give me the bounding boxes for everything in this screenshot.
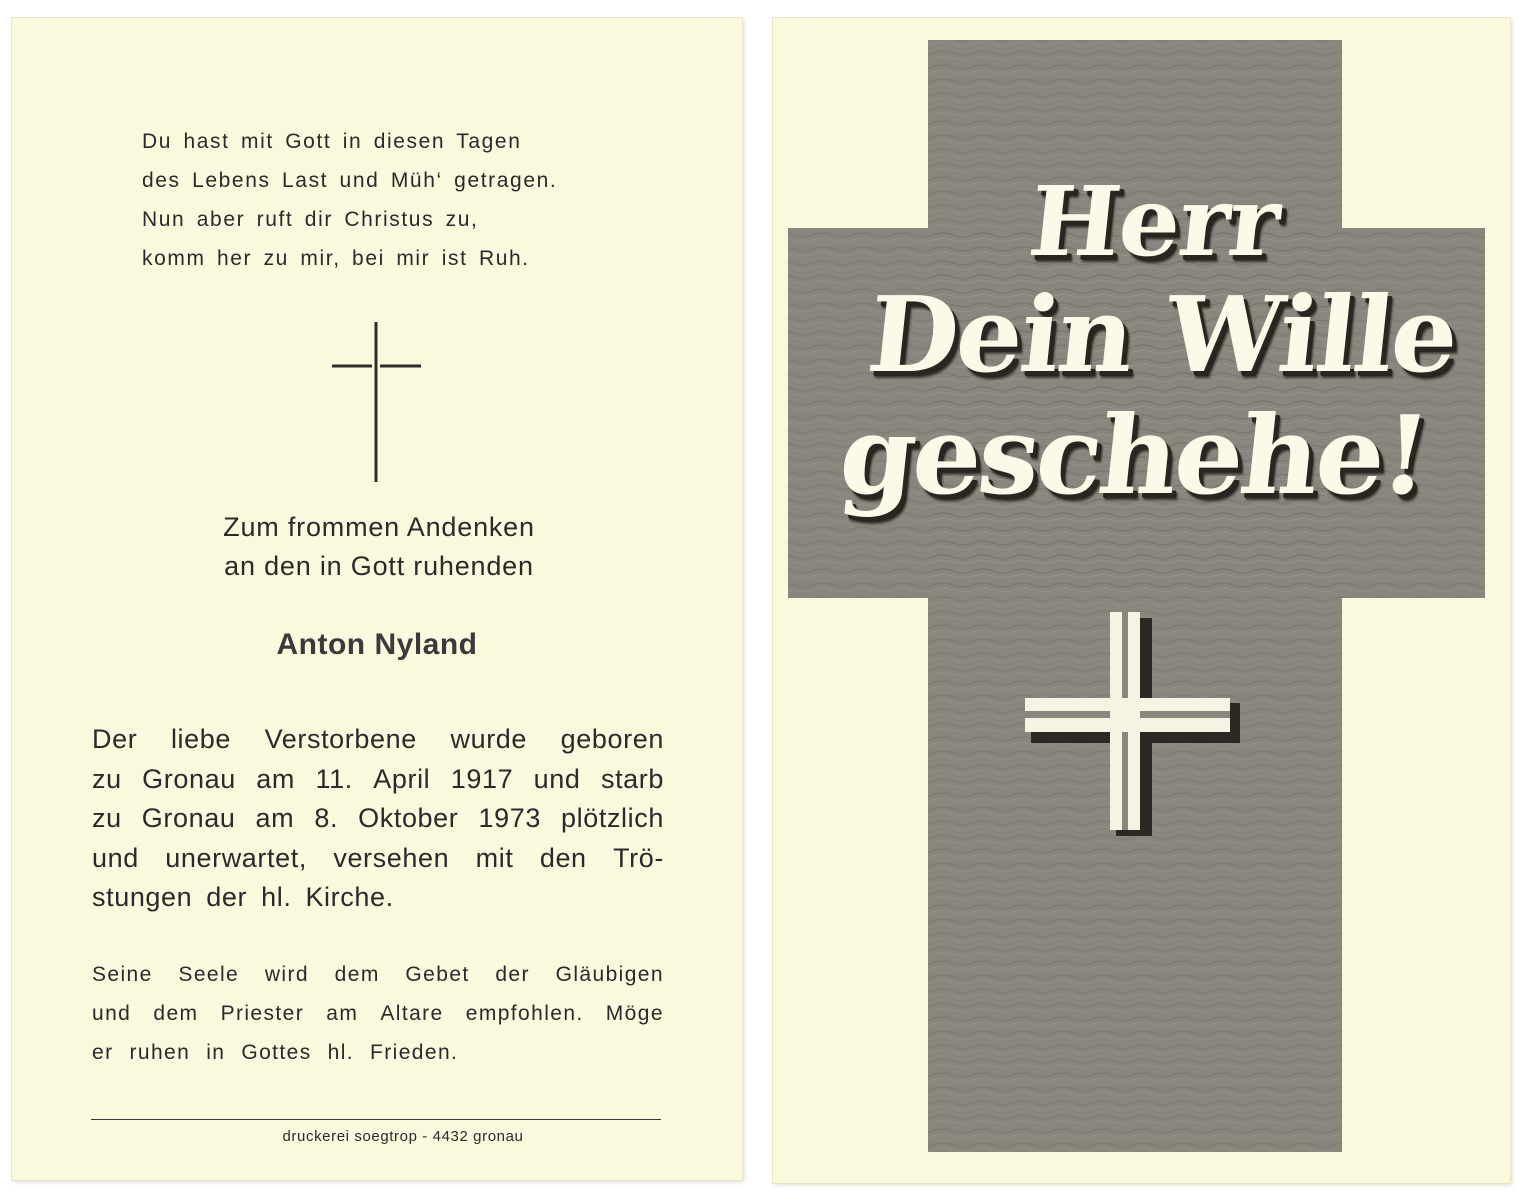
word: geboren bbox=[560, 724, 664, 754]
motto-line: geschehe! bbox=[834, 393, 1434, 519]
word: Frieden. bbox=[370, 1041, 459, 1064]
word: 8. bbox=[314, 803, 339, 833]
word: Gronau bbox=[141, 803, 236, 833]
word: April bbox=[373, 763, 431, 794]
word: versehen bbox=[333, 842, 450, 873]
farewell-line bbox=[92, 1033, 664, 1072]
word: und bbox=[92, 842, 139, 873]
word: liebe bbox=[170, 724, 231, 754]
word: den bbox=[539, 842, 587, 873]
word: zu bbox=[92, 763, 122, 794]
dedication bbox=[12, 508, 744, 586]
word: 1917 bbox=[450, 763, 514, 794]
word: stungen bbox=[92, 882, 193, 912]
word: Trö- bbox=[613, 842, 664, 873]
word: der bbox=[495, 963, 530, 986]
word: Möge bbox=[605, 1002, 664, 1025]
word: Priester bbox=[220, 1002, 305, 1025]
poem bbox=[142, 122, 557, 278]
farewell-text bbox=[92, 955, 664, 1072]
poem-line: des Lebens Last und Müh‘ getragen. bbox=[142, 169, 558, 192]
word: Der bbox=[92, 724, 138, 754]
word: Gläubigen bbox=[555, 963, 664, 986]
word: empfohlen. bbox=[465, 1002, 584, 1025]
word: und bbox=[533, 763, 581, 794]
word: plötzlich bbox=[561, 803, 664, 833]
word: Altare bbox=[380, 1002, 444, 1025]
deceased-name: Anton Nyland bbox=[276, 628, 478, 661]
word: starb bbox=[600, 763, 664, 794]
biography bbox=[92, 720, 664, 918]
footer-divider bbox=[91, 1119, 661, 1120]
dedication-line: Zum frommen Andenken bbox=[223, 512, 535, 542]
farewell-line bbox=[92, 955, 664, 994]
word: dem bbox=[153, 1002, 199, 1025]
bio-line bbox=[92, 720, 664, 760]
word: Gottes bbox=[241, 1041, 312, 1064]
word: Verstorbene bbox=[264, 724, 417, 754]
word: und bbox=[92, 1002, 132, 1025]
word: ruhen bbox=[129, 1041, 191, 1064]
cross-icon bbox=[332, 322, 422, 484]
memorial-card-text-side bbox=[12, 18, 742, 1180]
poem-line: komm her zu mir, bei mir ist Ruh. bbox=[142, 247, 530, 270]
bio-line bbox=[92, 839, 664, 879]
word: Seine bbox=[92, 963, 153, 986]
farewell-line bbox=[92, 994, 664, 1033]
word: er bbox=[92, 1041, 114, 1064]
motto-title bbox=[755, 165, 1529, 519]
word: unerwartet, bbox=[165, 842, 307, 873]
bio-line bbox=[92, 760, 664, 800]
dedication-line: an den in Gott ruhenden bbox=[224, 551, 534, 581]
word: mit bbox=[475, 842, 514, 873]
word: der bbox=[206, 882, 248, 912]
word: Gebet bbox=[405, 963, 470, 986]
bio-line bbox=[92, 878, 664, 918]
motto-line: Herr bbox=[1023, 165, 1285, 278]
word: dem bbox=[334, 963, 380, 986]
word: Seele bbox=[178, 963, 240, 986]
word: wurde bbox=[450, 724, 528, 754]
word: 11. bbox=[315, 763, 353, 794]
word: am bbox=[256, 763, 296, 794]
motto-line: Dein Wille bbox=[862, 273, 1463, 396]
word: Oktober bbox=[358, 803, 459, 833]
word: Kirche. bbox=[305, 882, 394, 912]
memorial-card-cover-side bbox=[773, 18, 1510, 1183]
poem-line: Nun aber ruft dir Christus zu, bbox=[142, 208, 479, 231]
poem-line: Du hast mit Gott in diesen Tagen bbox=[142, 130, 522, 153]
word: Gronau bbox=[142, 763, 236, 794]
bio-line bbox=[92, 799, 664, 839]
word: am bbox=[255, 803, 295, 833]
word: in bbox=[206, 1041, 226, 1064]
word: am bbox=[326, 1002, 359, 1025]
printer-imprint: druckerei soegtrop - 4432 gronau bbox=[282, 1128, 524, 1145]
word: wird bbox=[264, 963, 309, 986]
word: hl. bbox=[261, 882, 292, 912]
word: hl. bbox=[327, 1041, 355, 1064]
word: 1973 bbox=[478, 803, 541, 833]
word: zu bbox=[92, 803, 122, 833]
